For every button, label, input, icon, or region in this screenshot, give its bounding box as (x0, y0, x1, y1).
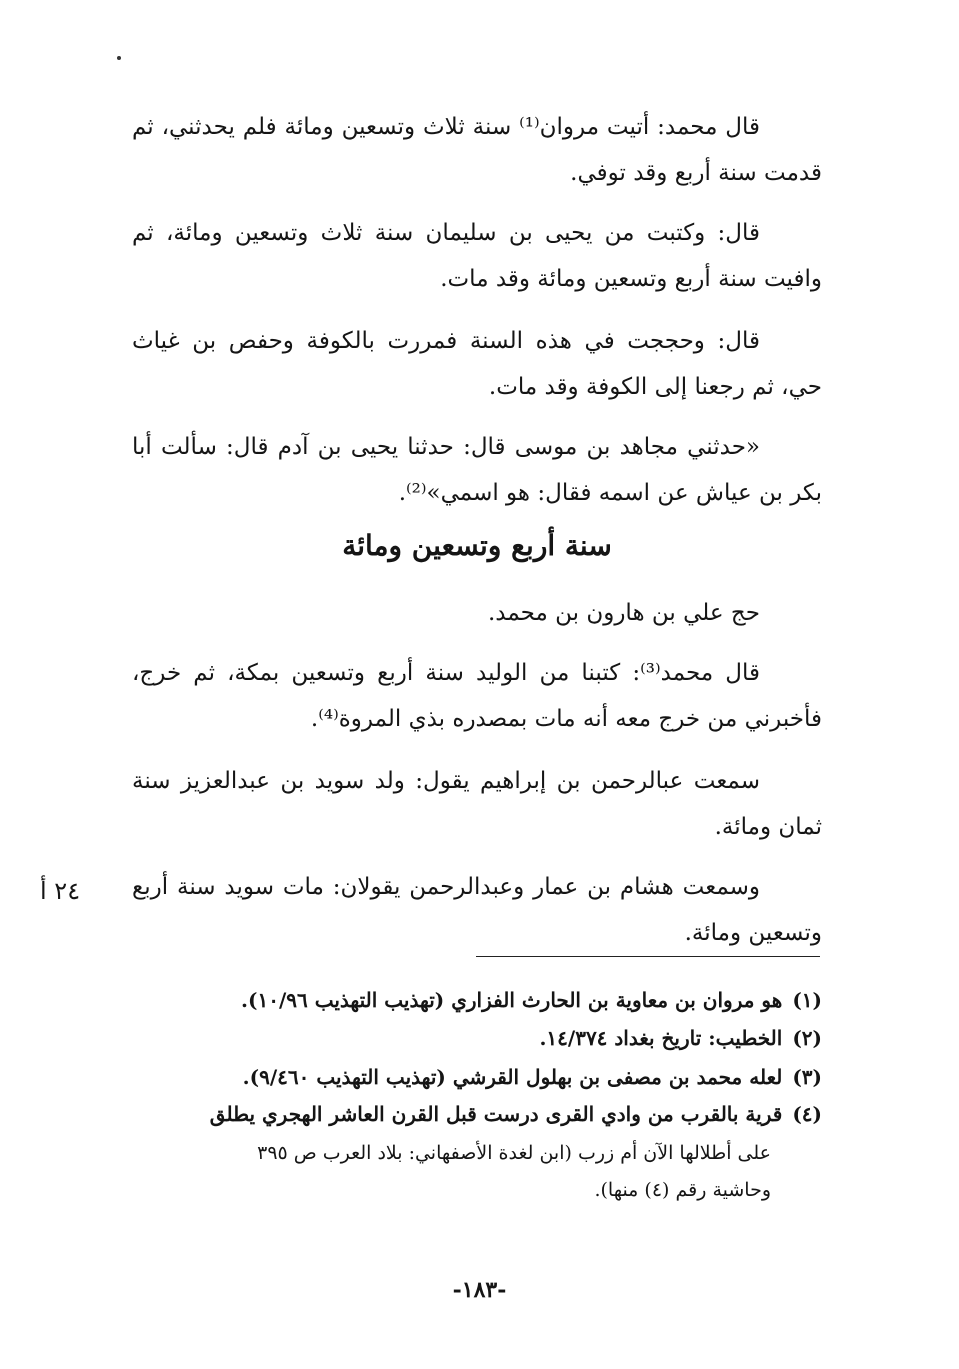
page-number: -١٨٣- (452, 1277, 507, 1303)
footnote-text: الخطيب: تاريخ بغداد ١٤/٣٧٤. (539, 1026, 783, 1050)
footnote-number: (٣) (792, 1065, 822, 1089)
footnote-4 (210, 1096, 822, 1132)
footnote-2 (539, 1020, 822, 1056)
footnote-number: (٤) (792, 1102, 822, 1126)
paragraph-8: وسمعت هشام بن عمار وعبدالرحمن يقولان: مات سويد سنة أربع وتسعين ومائة. (132, 874, 822, 946)
ink-speck (117, 56, 121, 60)
footnote-text: قرية بالقرب من وادي القرى درست قبل القرن العاشر الهجري يطلق (209, 1102, 783, 1126)
footnote-text: هو مروان بن معاوية بن الحارث الفزاري (تهذيب التهذيب ١٠/٩٦). (241, 988, 783, 1012)
paragraph-6: قال محمد⁽³⁾: كتبنا من الوليد سنة أربع وتسعين بمكة، ثم خرج، فأخبرني من خرج معه أنه مات بمصدره بذي المروة⁽⁴⁾. (132, 660, 822, 732)
manuscript-folio-marker: ٢٤ أ (40, 877, 81, 905)
section-heading: سنة أربع وتسعين ومائة (342, 529, 612, 562)
footnote-4-continuation-line-1: على أطلالها الآن أم زرب (ابن لغدة الأصفهاني: بلاد العرب ص ٣٩٥ (257, 1142, 771, 1164)
footnote-separator (476, 956, 820, 957)
paragraph-2: قال: وكتبت من يحيى بن سليمان سنة ثلاث وتسعين ومائة، ثم وافيت سنة أربع وتسعين ومائة وقد مات. (132, 220, 822, 292)
paragraph-3: قال: وحججت في هذه السنة فمررت بالكوفة وحفص بن غياث حي، ثم رجعنا إلى الكوفة وقد مات. (132, 328, 822, 400)
paragraph-1: قال محمد: أتيت مروان⁽¹⁾ سنة ثلاث وتسعين ومائة فلم يحدثني، ثم قدمت سنة أربع وقد توفي. (132, 114, 822, 186)
paragraph-5: حج علي بن هارون بن محمد. (487, 600, 760, 626)
footnote-number: (٢) (792, 1026, 822, 1050)
paragraph-7: سمعت عبالرحمن بن إبراهيم يقول: ولد سويد بن عبدالعزيز سنة ثمان ومائة. (132, 768, 822, 840)
footnote-text: لعله محمد بن مصفى بن بهلول القرشي (تهذيب التهذيب ٩/٤٦٠). (242, 1065, 783, 1089)
footnote-3 (243, 1059, 822, 1095)
footnote-1 (241, 982, 822, 1018)
footnote-number: (١) (792, 988, 822, 1012)
paragraph-4: «حدثني مجاهد بن موسى قال: حدثنا يحيى بن آدم قال: سألت أبا بكر بن عياش عن اسمه فقال: هو اسمي»⁽²⁾. (132, 434, 822, 506)
footnote-4-continuation-line-2: وحاشية رقم (٤) منها). (594, 1179, 771, 1201)
